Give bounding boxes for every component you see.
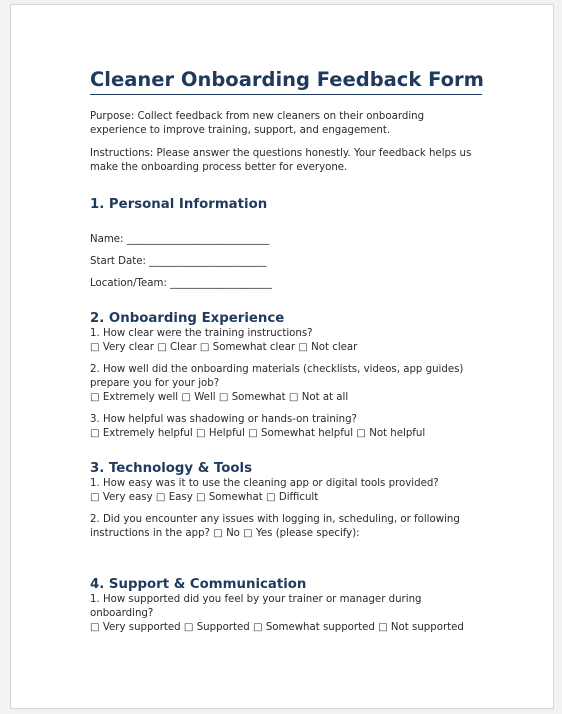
question-app-ease: 1. How easy was it to use the cleaning app or digital tools provided? [90,478,439,489]
options-shadowing: □ Extremely helpful □ Helpful □ Somewhat helpful □ Not helpful [90,428,426,439]
purpose-text: Purpose: Collect feedback from new cleaners on their onboarding experience to improve training, support, and engagement. [90,111,425,136]
form-content [90,68,482,635]
question-training-clarity: 1. How clear were the training instructions? [90,328,313,339]
location-team-field: Location/Team: ____________________ [90,278,272,289]
name-field: Name: ____________________________ [90,234,270,245]
instructions-text: Instructions: Please answer the questions honestly. Your feedback helps us make the onboarding process better for everyone. [90,148,472,173]
question-app-issues: 2. Did you encounter any issues with logging in, scheduling, or following instructions in the app? □ No □ Yes (please specify): [90,514,460,539]
options-support-level: □ Very supported □ Supported □ Somewhat supported □ Not supported [90,622,464,633]
section-heading-support-communication: 4. Support & Communication [90,577,307,592]
options-training-clarity: □ Very clear □ Clear □ Somewhat clear □ Not clear [90,342,358,353]
question-shadowing: 3. How helpful was shadowing or hands-on training? [90,414,357,425]
section-heading-personal-information: 1. Personal Information [90,197,268,212]
document-page [10,4,554,709]
options-onboarding-materials: □ Extremely well □ Well □ Somewhat □ Not at all [90,392,349,403]
section-heading-technology-tools: 3. Technology & Tools [90,461,252,476]
form-title: Cleaner Onboarding Feedback Form [90,68,482,95]
question-support-level: 1. How supported did you feel by your trainer or manager during onboarding? [90,594,422,619]
question-onboarding-materials: 2. How well did the onboarding materials (checklists, videos, app guides) prepare you for your job? [90,364,464,389]
options-app-ease: □ Very easy □ Easy □ Somewhat □ Difficult [90,492,319,503]
start-date-field: Start Date: _______________________ [90,256,267,267]
section-heading-onboarding-experience: 2. Onboarding Experience [90,311,285,326]
